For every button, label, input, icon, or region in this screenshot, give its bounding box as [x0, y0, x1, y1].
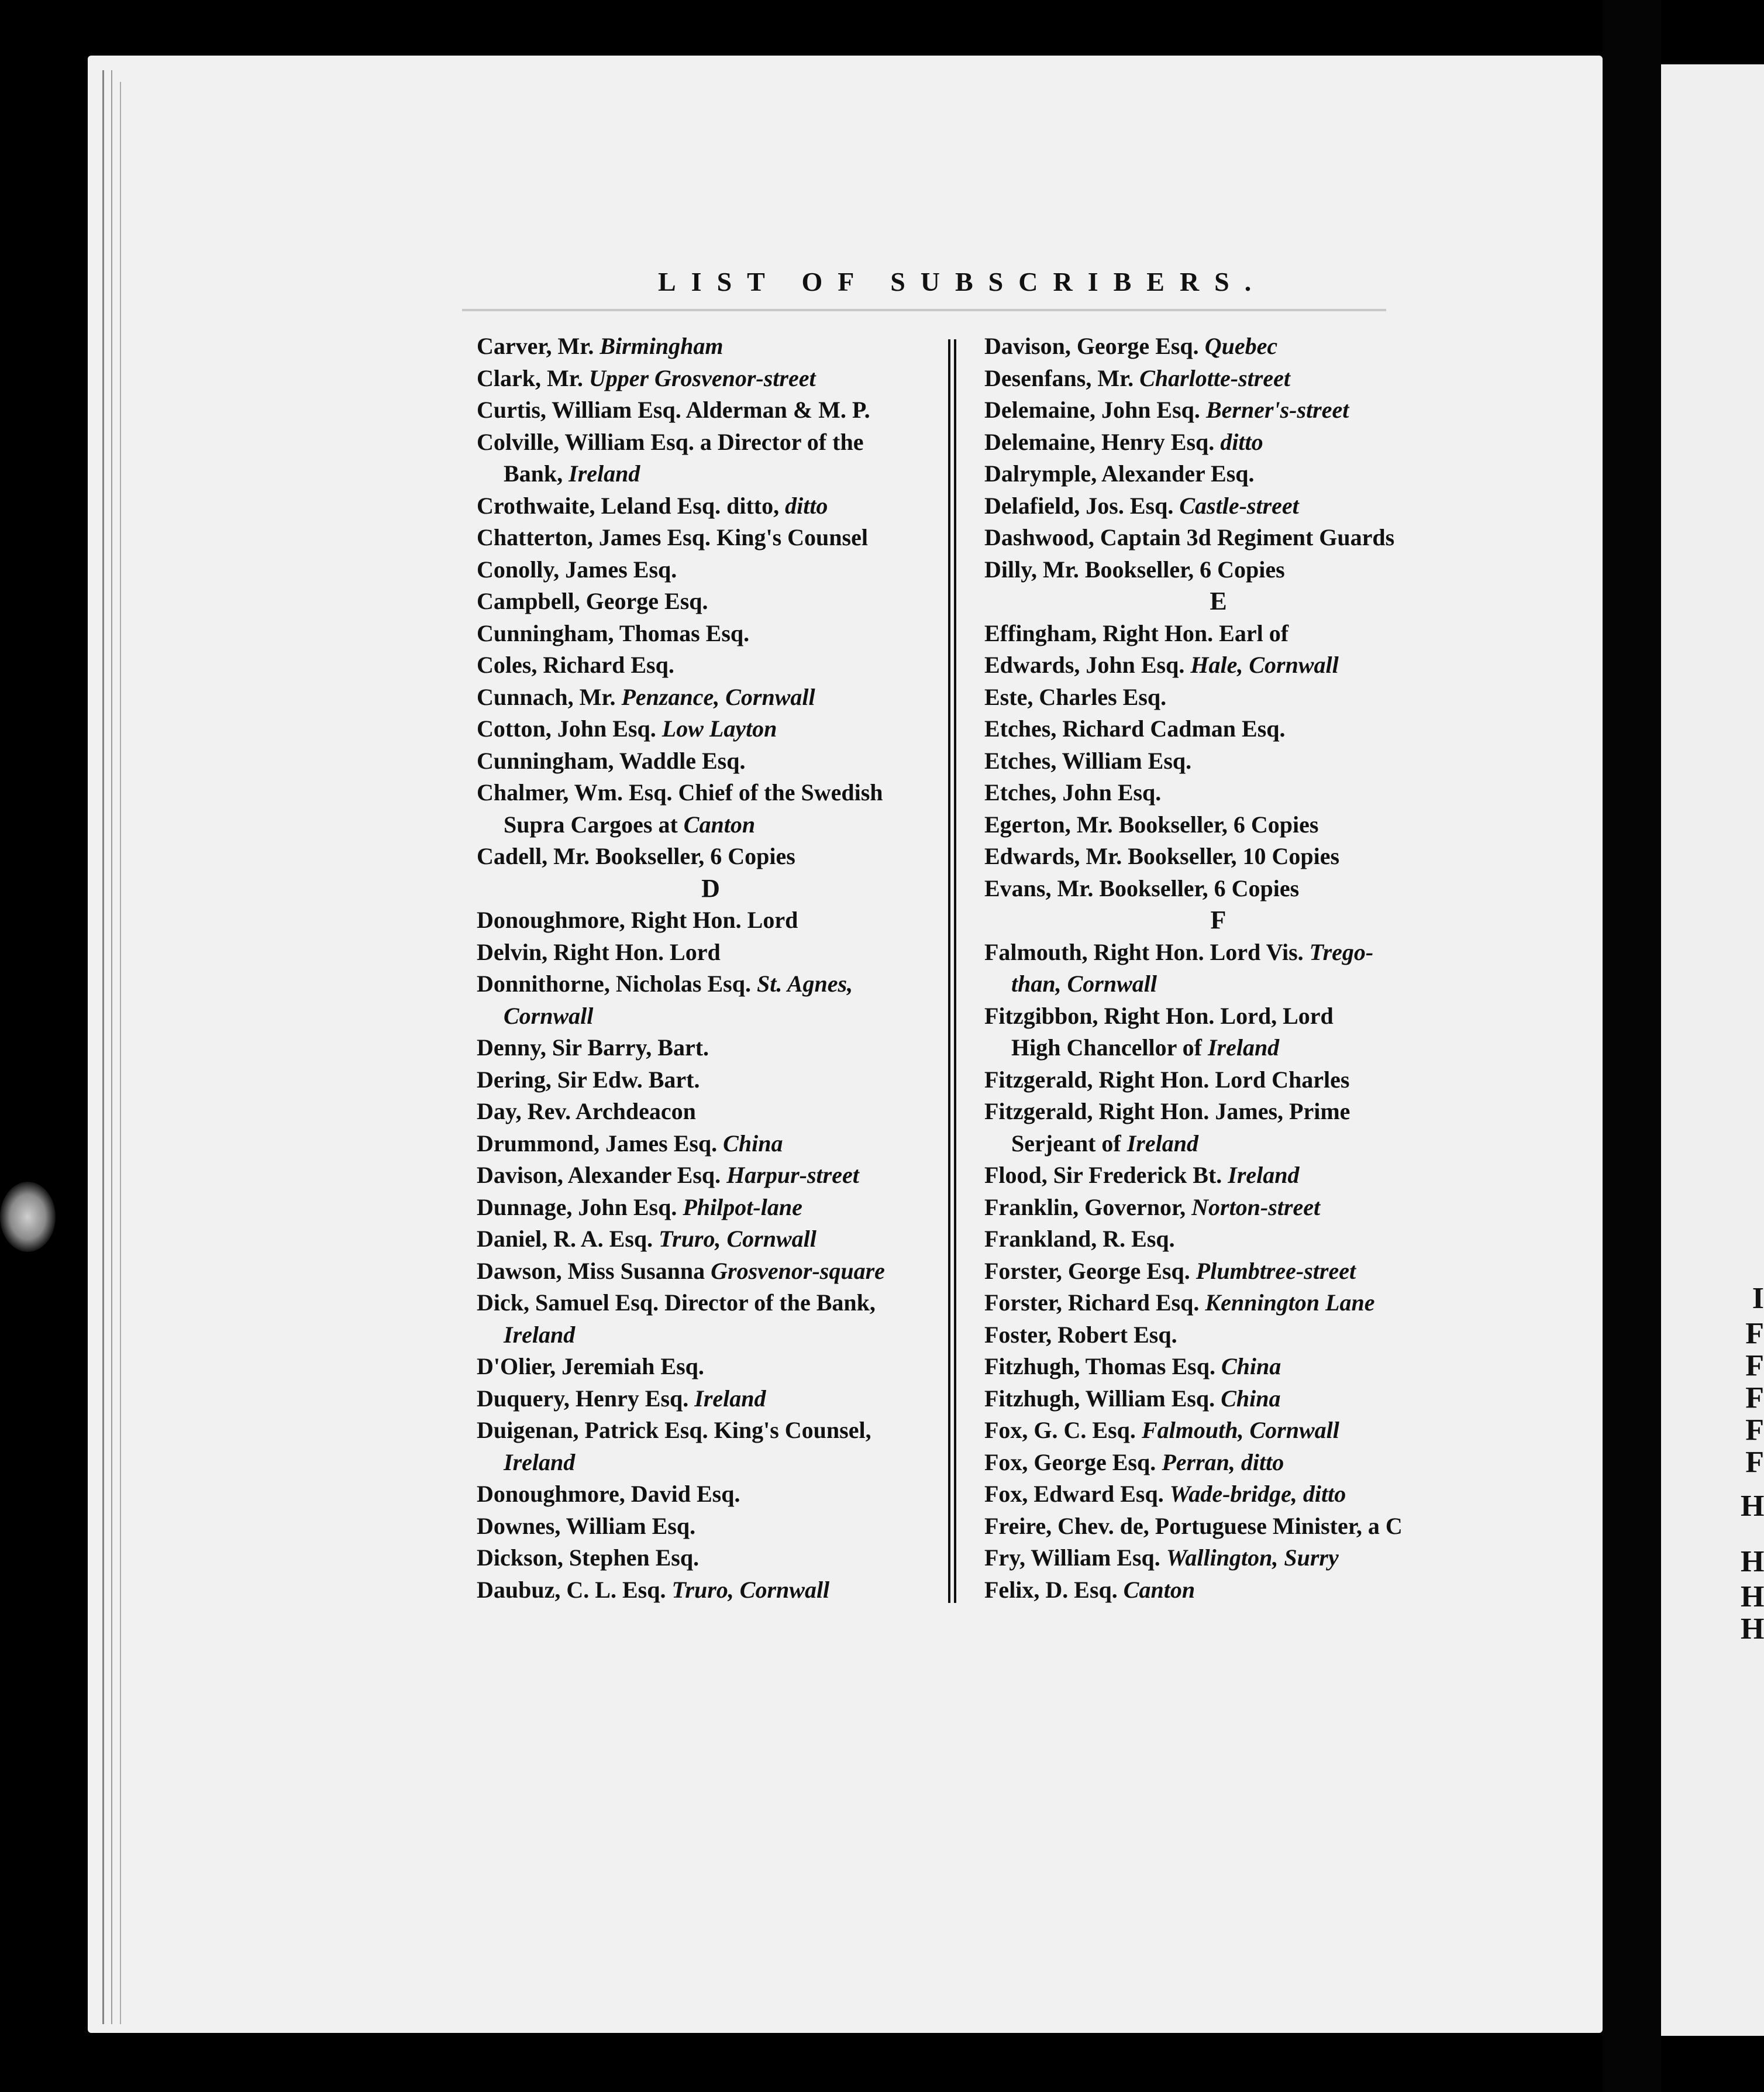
subscriber-entry [984, 1510, 1452, 1543]
subscriber-name: Falmouth, Right Hon. Lord Vis. [984, 938, 1310, 965]
subscriber-name: Duigenan, Patrick Esq. King's Counsel, [477, 1417, 871, 1443]
subscriber-location: Berner's-street [1205, 397, 1349, 423]
subscriber-name: Serjeant of [1011, 1130, 1127, 1157]
subscriber-name: Evans, Mr. Bookseller, 6 Copies [984, 875, 1300, 902]
subscriber-entry [984, 1287, 1452, 1319]
subscriber-entry [477, 426, 945, 459]
subscriber-entry [477, 1383, 945, 1415]
subscriber-name: Fox, G. C. Esq. [984, 1417, 1142, 1443]
subscriber-entry [984, 426, 1452, 459]
subscriber-name: Fitzgibbon, Right Hon. Lord, Lord [984, 1002, 1334, 1029]
subscriber-entry [984, 490, 1452, 522]
subscriber-entry [984, 1223, 1452, 1255]
subscriber-entry [477, 713, 945, 745]
next-page-letter: H [1741, 1580, 1764, 1613]
subscriber-location: ditto [1220, 428, 1263, 455]
subscriber-name: Edwards, John Esq. [984, 652, 1191, 678]
subscriber-location: Kennington Lane [1205, 1289, 1375, 1316]
subscriber-entry [984, 1351, 1452, 1383]
subscriber-name: Edwards, Mr. Bookseller, 10 Copies [984, 843, 1340, 869]
subscriber-name: Chatterton, James Esq. King's Counsel [477, 524, 868, 550]
subscriber-entry [984, 1574, 1452, 1606]
subscriber-name: Supra Cargoes at [504, 811, 684, 838]
subscriber-entry [477, 618, 945, 650]
subscriber-name: Dick, Samuel Esq. Director of the Bank, [477, 1289, 876, 1316]
subscriber-entry [477, 586, 945, 618]
subscriber-location: Truro, Cornwall [671, 1576, 830, 1603]
subscriber-location: Perran, ditto [1162, 1448, 1284, 1475]
subscriber-location: Plumbtree-street [1195, 1257, 1356, 1284]
title-rule [462, 309, 1386, 311]
subscriber-name: Freire, Chev. de, Portuguese Minister, a C [984, 1512, 1403, 1539]
subscriber-entry [477, 1415, 945, 1447]
subscriber-entry [477, 1287, 945, 1319]
section-letter: D [701, 873, 720, 903]
subscriber-location: ditto [785, 492, 828, 519]
subscriber-entry [477, 904, 945, 937]
subscriber-name: Effingham, Right Hon. Earl of [984, 620, 1289, 646]
subscriber-location: Canton [1123, 1576, 1195, 1603]
subscriber-name: Conolly, James Esq. [477, 556, 677, 583]
subscriber-name: D'Olier, Jeremiah Esq. [477, 1353, 704, 1379]
subscriber-entry [984, 522, 1452, 554]
subscriber-name: Forster, George Esq. [984, 1257, 1196, 1284]
subscriber-name: Fox, Edward Esq. [984, 1481, 1170, 1507]
subscriber-location: China [1221, 1385, 1281, 1412]
subscriber-entry [984, 1415, 1452, 1447]
subscriber-location: Ireland [504, 1448, 576, 1475]
subscriber-location: Canton [683, 811, 756, 838]
subscriber-location: Hale, Cornwall [1190, 652, 1339, 678]
subscriber-location: than, Cornwall [1011, 971, 1157, 997]
subscriber-location: China [723, 1130, 783, 1157]
subscriber-name: Dilly, Mr. Bookseller, 6 Copies [984, 556, 1285, 583]
subscriber-name: Fitzgerald, Right Hon. James, Prime [984, 1098, 1350, 1124]
subscriber-entry [477, 1128, 945, 1160]
subscriber-name: Day, Rev. Archdeacon [477, 1098, 696, 1124]
subscriber-entry [984, 809, 1452, 841]
subscriber-name: Cotton, John Esq. [477, 715, 662, 742]
subscriber-location: Ireland [1126, 1130, 1198, 1157]
subscriber-name: Dawson, Miss Susanna [477, 1257, 711, 1284]
subscriber-entry [477, 1192, 945, 1224]
subscriber-name: Colville, William Esq. a Director of the [477, 428, 864, 455]
subscriber-entry [984, 363, 1452, 395]
subscriber-entry [477, 1447, 945, 1479]
subscriber-entry [984, 1032, 1452, 1064]
subscriber-entry [984, 1000, 1452, 1033]
subscriber-name: Flood, Sir Frederick Bt. [984, 1162, 1228, 1188]
subscriber-entry [984, 1096, 1452, 1128]
subscriber-name: Davison, Alexander Esq. [477, 1162, 727, 1188]
subscriber-entry [984, 713, 1452, 745]
subscriber-entry [984, 777, 1452, 809]
subscriber-entry [477, 1000, 945, 1033]
subscriber-entry [984, 745, 1452, 777]
subscriber-location: Norton-street [1191, 1193, 1321, 1220]
subscriber-entry [477, 841, 945, 873]
subscriber-name: Dering, Sir Edw. Bart. [477, 1066, 700, 1093]
subscriber-entry [984, 1064, 1452, 1096]
next-page-letter: H [1741, 1489, 1764, 1523]
subscriber-name: Desenfans, Mr. [984, 364, 1140, 391]
page-edge-shadow-inner [120, 82, 125, 2024]
book-gutter [1603, 0, 1661, 2092]
subscriber-name: Cunningham, Waddle Esq. [477, 747, 746, 774]
subscriber-entry [477, 1032, 945, 1064]
subscriber-entry [984, 968, 1452, 1000]
subscriber-name: Fitzhugh, Thomas Esq. [984, 1353, 1221, 1379]
subscriber-name: Duquery, Henry Esq. [477, 1385, 695, 1412]
subscriber-name: Egerton, Mr. Bookseller, 6 Copies [984, 811, 1319, 838]
subscriber-name: Cunningham, Thomas Esq. [477, 620, 750, 646]
next-page-letter: F [1745, 1317, 1764, 1350]
subscriber-name: Downes, William Esq. [477, 1512, 696, 1539]
subscriber-name: Campbell, George Esq. [477, 588, 708, 614]
subscriber-entry [477, 1064, 945, 1096]
subscriber-name: Coles, Richard Esq. [477, 652, 674, 678]
subscriber-entry [477, 522, 945, 554]
subscriber-name: Dunnage, John Esq. [477, 1193, 683, 1220]
next-page-edge [1661, 64, 1764, 2036]
subscriber-name: Daniel, R. A. Esq. [477, 1226, 659, 1252]
next-page-letter: F [1745, 1381, 1764, 1415]
subscriber-name: Crothwaite, Leland Esq. ditto, [477, 492, 785, 519]
subscriber-name: Clark, Mr. [477, 364, 589, 391]
subscriber-name: Fry, William Esq. [984, 1544, 1166, 1571]
subscriber-entry [477, 1542, 945, 1574]
subscriber-entry [984, 649, 1452, 682]
subscriber-entry [984, 873, 1452, 905]
next-page-letter: H [1741, 1545, 1764, 1578]
subscriber-name: Donnithorne, Nicholas Esq. [477, 971, 757, 997]
subscriber-location: Ireland [1228, 1162, 1300, 1188]
subscriber-name: Etches, William Esq. [984, 747, 1192, 774]
subscriber-location: Falmouth, Cornwall [1141, 1417, 1339, 1443]
subscriber-entry [477, 554, 945, 586]
subscriber-name: Delemaine, John Esq. [984, 397, 1206, 423]
subscriber-name: Frankland, R. Esq. [984, 1226, 1175, 1252]
subscriber-entry [984, 458, 1452, 490]
column-divider [946, 339, 958, 1603]
subscriber-name: Daubuz, C. L. Esq. [477, 1576, 672, 1603]
subscriber-location: Wade-bridge, ditto [1169, 1481, 1346, 1507]
subscriber-location: Trego- [1309, 938, 1374, 965]
subscriber-location: Cornwall [504, 1002, 594, 1029]
subscriber-entry [984, 394, 1452, 426]
subscriber-entry [477, 458, 945, 490]
subscriber-name: Este, Charles Esq. [984, 683, 1167, 710]
next-page-letter: H [1741, 1612, 1764, 1646]
subscriber-entry [477, 363, 945, 395]
subscriber-name: Chalmer, Wm. Esq. Chief of the Swedish [477, 779, 883, 806]
subscriber-entry [477, 1510, 945, 1543]
subscriber-name: Fitzgerald, Right Hon. Lord Charles [984, 1066, 1350, 1093]
subscriber-location: Birmingham [600, 333, 723, 359]
subscriber-location: Harpur-street [726, 1162, 859, 1188]
subscriber-location: Philpot-lane [683, 1193, 802, 1220]
subscriber-name: High Chancellor of [1011, 1034, 1208, 1061]
section-letter: F [1210, 906, 1226, 934]
subscriber-location: Ireland [1207, 1034, 1280, 1061]
subscriber-entry [984, 618, 1452, 650]
subscriber-name: Fox, George Esq. [984, 1448, 1162, 1475]
subscriber-name: Franklin, Governor, [984, 1193, 1192, 1220]
subscriber-entry [984, 331, 1452, 363]
subscriber-location: Castle-street [1179, 492, 1299, 519]
subscriber-entry [477, 968, 945, 1000]
subscriber-entry [984, 1383, 1452, 1415]
subscriber-entry [984, 1159, 1452, 1192]
subscriber-entry [984, 1255, 1452, 1288]
subscriber-entry [477, 649, 945, 682]
subscriber-entry [477, 490, 945, 522]
subscriber-location: Low Layton [662, 715, 777, 742]
next-page-letter: F [1745, 1413, 1764, 1447]
subscriber-entry [477, 1351, 945, 1383]
subscriber-name: Etches, John Esq. [984, 779, 1162, 806]
subscriber-entry [477, 1319, 945, 1351]
subscriber-location: Quebec [1204, 333, 1278, 359]
subscriber-name: Dickson, Stephen Esq. [477, 1544, 700, 1571]
subscriber-location: Ireland [569, 460, 640, 487]
subscriber-location: Charlotte-street [1139, 364, 1290, 391]
subscriber-entry [477, 1223, 945, 1255]
next-page-letter: F [1745, 1446, 1764, 1479]
next-page-letter: I [1752, 1282, 1764, 1315]
section-letter: E [1210, 587, 1227, 615]
subscriber-location: Grosvenor-square [711, 1257, 885, 1284]
page-edge-shadow [102, 70, 112, 2024]
subscriber-name: Fitzhugh, William Esq. [984, 1385, 1221, 1412]
subscriber-name: Donoughmore, Right Hon. Lord [477, 907, 798, 933]
subscriber-name: Curtis, William Esq. Alderman & M. P. [477, 397, 870, 423]
subscriber-location: Penzance, Cornwall [621, 683, 815, 710]
subscriber-column-right [984, 331, 1452, 1606]
subscriber-entry [477, 1255, 945, 1288]
subscriber-location: St. Agnes, [756, 971, 853, 997]
subscriber-entry [984, 937, 1452, 969]
subscriber-entry [984, 1128, 1452, 1160]
subscriber-column-left [477, 331, 945, 1606]
subscriber-entry [477, 1478, 945, 1510]
subscriber-entry [984, 1447, 1452, 1479]
subscriber-entry [477, 1096, 945, 1128]
subscriber-entry [984, 1319, 1452, 1351]
subscriber-name: Dalrymple, Alexander Esq. [984, 460, 1255, 487]
subscriber-name: Cadell, Mr. Bookseller, 6 Copies [477, 843, 795, 869]
subscriber-name: Dashwood, Captain 3d Regiment Guards [984, 524, 1395, 550]
subscriber-entry [477, 937, 945, 969]
subscriber-name: Davison, George Esq. [984, 333, 1205, 359]
subscriber-entry [984, 682, 1452, 714]
subscriber-entry [984, 1192, 1452, 1224]
subscriber-name: Delemaine, Henry Esq. [984, 428, 1221, 455]
subscriber-name: Felix, D. Esq. [984, 1576, 1124, 1603]
subscriber-entry [984, 1542, 1452, 1574]
subscriber-entry [984, 841, 1452, 873]
page-stain [0, 1182, 56, 1252]
subscriber-entry [477, 1574, 945, 1606]
subscriber-entry [477, 745, 945, 777]
subscriber-name: Foster, Robert Esq. [984, 1321, 1177, 1348]
next-page-letter: F [1745, 1349, 1764, 1382]
subscriber-location: Ireland [504, 1321, 576, 1348]
subscriber-name: Etches, Richard Cadman Esq. [984, 715, 1286, 742]
subscriber-location: Ireland [694, 1385, 766, 1412]
subscriber-entry [477, 682, 945, 714]
subscriber-name: Delafield, Jos. Esq. [984, 492, 1180, 519]
subscriber-name: Forster, Richard Esq. [984, 1289, 1205, 1316]
subscriber-name: Carver, Mr. [477, 333, 600, 359]
subscriber-location: Upper Grosvenor-street [588, 364, 816, 391]
subscriber-entry [984, 1478, 1452, 1510]
subscriber-location: Wallington, Surry [1166, 1544, 1339, 1571]
subscriber-name: Denny, Sir Barry, Bart. [477, 1034, 709, 1061]
subscriber-entry [477, 394, 945, 426]
subscriber-name: Drummond, James Esq. [477, 1130, 723, 1157]
subscriber-entry [984, 554, 1452, 586]
subscriber-entry [477, 331, 945, 363]
subscriber-location: China [1221, 1353, 1281, 1379]
subscriber-location: Truro, Cornwall [659, 1226, 816, 1252]
subscriber-name: Donoughmore, David Esq. [477, 1481, 740, 1507]
subscriber-entry [477, 777, 945, 809]
subscriber-name: Delvin, Right Hon. Lord [477, 938, 721, 965]
subscriber-entry [477, 1159, 945, 1192]
page-title: LIST OF SUBSCRIBERS. [658, 267, 1267, 297]
subscriber-entry [477, 809, 945, 841]
subscriber-name: Cunnach, Mr. [477, 683, 622, 710]
subscriber-name: Bank, [504, 460, 569, 487]
